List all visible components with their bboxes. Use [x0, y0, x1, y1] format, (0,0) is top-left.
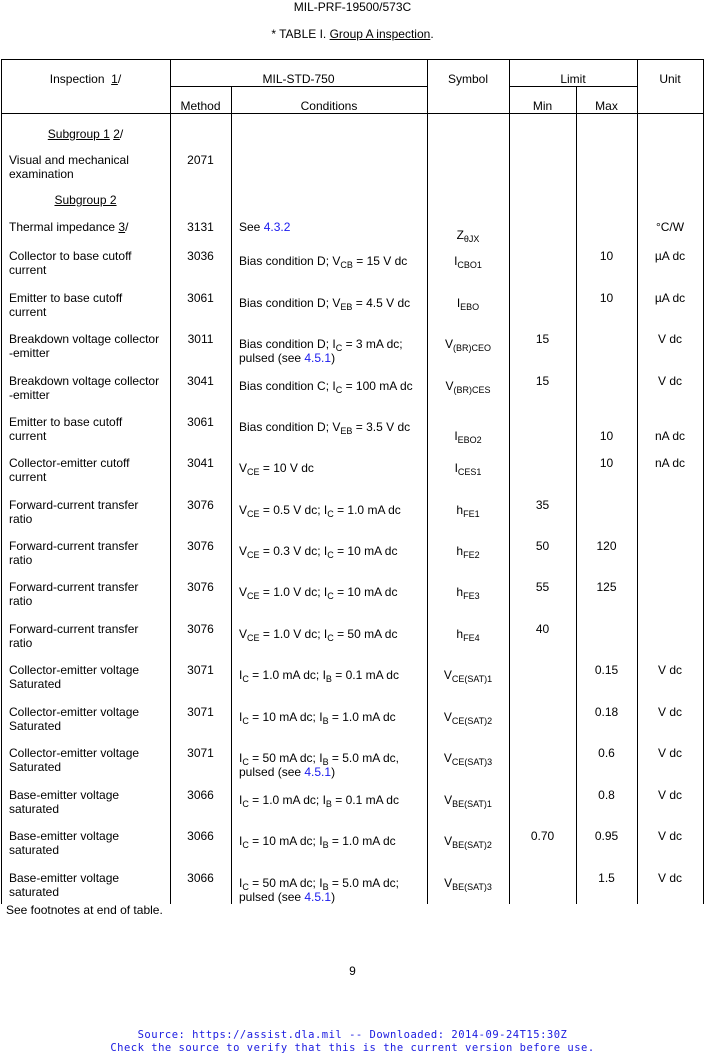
method-cell: 3071 — [187, 705, 214, 719]
symbol-cell: $I_{EBO}$ — [456, 296, 480, 312]
inspection-cell: Base-emitter voltage saturated — [9, 829, 120, 857]
col-divider-symbol — [427, 59, 428, 904]
unit-cell: V dc — [657, 374, 682, 388]
inspection-cell: Breakdown voltage collector -emitter — [9, 374, 160, 402]
max-cell: 0.8 — [598, 788, 615, 802]
method-cell: 3076 — [187, 580, 214, 594]
unit-cell: V dc — [657, 871, 682, 885]
conditions-cell: $V_{CE} = 1.0$ V dc; $I_C = 10$ mA dc — [239, 585, 398, 601]
inspection-cell: Thermal impedance 3/ — [9, 220, 129, 234]
col-divider-min — [509, 59, 510, 904]
conditions-cell: Bias condition D; $V_{CB} = 15$ V dc — [239, 254, 408, 270]
unit-cell: V dc — [657, 705, 682, 719]
header-bottom-border — [1, 113, 704, 114]
min-cell: 55 — [535, 580, 550, 594]
header-limit: Limit — [560, 72, 586, 86]
min-cell: 15 — [535, 332, 550, 346]
symbol-cell: $V_{(BR)CES}$ — [445, 379, 491, 395]
table-right-border — [703, 59, 704, 904]
max-cell: 10 — [599, 429, 614, 443]
conditions-cell: $I_C = 10$ mA dc; $I_B = 1.0$ mA dc — [239, 710, 396, 726]
method-cell: 3076 — [187, 498, 214, 512]
conditions-cell: Bias condition D; $I_C = 3$ mA dc; pulsed (see 4.5.1) — [239, 337, 403, 365]
conditions-cell: Bias condition D; $V_{EB} = 4.5$ V dc — [239, 296, 411, 312]
symbol-cell: $V_{CE(SAT)2}$ — [443, 710, 493, 726]
inspection-cell: Collector-emitter cutoff current — [9, 456, 130, 484]
symbol-cell: $h_{FE3}$ — [456, 585, 480, 601]
conditions-cell: $I_C = 10$ mA dc; $I_B = 1.0$ mA dc — [239, 834, 396, 850]
inspection-cell: Collector-emitter voltage Saturated — [9, 663, 140, 691]
unit-cell: V dc — [657, 788, 682, 802]
method-cell: 3066 — [187, 829, 214, 843]
inspection-cell: Base-emitter voltage saturated — [9, 871, 120, 899]
method-cell: 3061 — [187, 291, 214, 305]
conditions-cell: $V_{CE} = 0.3$ V dc; $I_C = 10$ mA dc — [239, 544, 398, 560]
max-cell: 10 — [599, 291, 614, 305]
subgroup-1-heading: Subgroup 1 2/ — [47, 127, 124, 141]
header-min: Min — [532, 99, 553, 113]
col-divider-max — [576, 86, 577, 904]
symbol-cell: $h_{FE1}$ — [456, 503, 480, 519]
min-cell: 35 — [535, 498, 550, 512]
unit-cell: µA dc — [654, 249, 686, 263]
max-cell: 120 — [596, 539, 617, 553]
max-cell: 0.15 — [594, 663, 619, 677]
inspection-cell: Breakdown voltage collector -emitter — [9, 332, 160, 360]
max-cell: 10 — [599, 456, 614, 470]
unit-cell: V dc — [657, 663, 682, 677]
verify-line: Check the source to verify that this is the current version before use. — [110, 1042, 595, 1054]
inspection-cell: Collector-emitter voltage Saturated — [9, 705, 140, 733]
max-cell: 10 — [599, 249, 614, 263]
section-link[interactable]: 4.5.1 — [304, 765, 332, 779]
method-cell: 3076 — [187, 622, 214, 636]
min-cell: 15 — [535, 374, 550, 388]
inspection-cell: Forward-current transfer ratio — [9, 498, 139, 526]
col-divider-method — [170, 59, 171, 904]
symbol-cell: $V_{BE(SAT)2}$ — [444, 834, 492, 850]
header-symbol: Symbol — [447, 72, 488, 86]
section-link[interactable]: 4.5.1 — [304, 890, 332, 904]
conditions-cell: $V_{CE} = 0.5$ V dc; $I_C = 1.0$ mA dc — [239, 503, 401, 519]
symbol-cell: $h_{FE2}$ — [456, 544, 480, 560]
table-left-border — [1, 59, 2, 904]
method-cell: 2071 — [187, 153, 214, 167]
document-id: MIL-PRF-19500/573C — [293, 0, 412, 14]
col-divider-unit — [637, 59, 638, 904]
inspection-cell: Collector-emitter voltage Saturated — [9, 746, 140, 774]
table-title: * TABLE I. Group A inspection. — [271, 27, 434, 41]
header-mil-std: MIL-STD-750 — [262, 72, 335, 86]
method-cell: 3076 — [187, 539, 214, 553]
unit-cell: µA dc — [654, 291, 686, 305]
conditions-cell: $I_C = 50$ mA dc; $I_B = 5.0$ mA dc, pulsed (see 4.5.1) — [239, 751, 399, 779]
section-link[interactable]: 4.5.1 — [304, 351, 332, 365]
footnote: See footnotes at end of table. — [6, 903, 163, 917]
conditions-cell: $I_C = 1.0$ mA dc; $I_B = 0.1$ mA dc — [239, 793, 399, 809]
source-line: Source: https://assist.dla.mil -- Downloaded: 2014-09-24T15:30Z — [137, 1029, 568, 1041]
inspection-cell: Collector to base cutoff current — [9, 249, 132, 277]
unit-cell: V dc — [657, 332, 682, 346]
inspection-cell: Base-emitter voltage saturated — [9, 788, 120, 816]
subgroup-2-heading: Subgroup 2 — [54, 193, 117, 207]
max-cell: 0.95 — [594, 829, 619, 843]
symbol-cell: $V_{BE(SAT)1}$ — [444, 793, 492, 809]
conditions-cell: $I_C = 50$ mA dc; $I_B = 5.0$ mA dc; pulsed (see 4.5.1) — [239, 876, 399, 904]
symbol-cell: $Z_{\theta JX}$ — [456, 228, 480, 244]
symbol-cell: $I_{CBO1}$ — [454, 254, 482, 270]
method-cell: 3011 — [187, 332, 214, 346]
max-cell: 0.18 — [594, 705, 619, 719]
inspection-cell: Emitter to base cutoff current — [9, 291, 123, 319]
conditions-cell: $V_{CE} = 1.0$ V dc; $I_C = 50$ mA dc — [239, 627, 398, 643]
min-cell: 40 — [535, 622, 550, 636]
conditions-cell: Bias condition D; $V_{EB} = 3.5$ V dc — [239, 420, 411, 436]
inspection-cell: Visual and mechanical examination — [9, 153, 129, 181]
conditions-cell: $I_C = 1.0$ mA dc; $I_B = 0.1$ mA dc — [239, 668, 399, 684]
symbol-cell: $I_{CES1}$ — [454, 461, 482, 477]
symbol-cell: $V_{CE(SAT)1}$ — [443, 668, 493, 684]
symbol-cell: $V_{BE(SAT)3}$ — [444, 876, 492, 892]
limit-header-divider — [509, 86, 637, 87]
header-conditions: Conditions — [300, 99, 358, 113]
max-cell: 125 — [596, 580, 617, 594]
header-inspection: Inspection 1/ — [49, 72, 122, 86]
max-cell: 0.6 — [598, 746, 615, 760]
inspection-cell: Emitter to base cutoff current — [9, 415, 123, 443]
symbol-cell: $I_{EBO2}$ — [454, 429, 482, 445]
unit-cell: V dc — [657, 829, 682, 843]
method-cell: 3066 — [187, 788, 214, 802]
unit-cell: nA dc — [654, 456, 686, 470]
method-cell: 3041 — [187, 374, 214, 388]
std-header-divider — [170, 86, 427, 87]
symbol-cell: $h_{FE4}$ — [456, 627, 480, 643]
section-link[interactable]: 4.3.2 — [263, 220, 291, 234]
header-method: Method — [180, 99, 221, 113]
max-cell: 1.5 — [598, 871, 615, 885]
method-cell: 3131 — [187, 220, 214, 234]
method-cell: 3071 — [187, 746, 214, 760]
unit-cell: °C/W — [655, 220, 685, 234]
method-cell: 3041 — [187, 456, 214, 470]
unit-cell: nA dc — [654, 429, 686, 443]
conditions-cell: $V_{CE} = 10$ V dc — [239, 461, 314, 477]
symbol-cell: $V_{(BR)CEO}$ — [444, 337, 491, 353]
page-number: 9 — [349, 964, 356, 978]
table-top-border — [1, 59, 704, 60]
unit-cell: V dc — [657, 746, 682, 760]
method-cell: 3071 — [187, 663, 214, 677]
inspection-cell: Forward-current transfer ratio — [9, 580, 139, 608]
table-name: Group A inspection — [329, 27, 431, 41]
min-cell: 0.70 — [530, 829, 555, 843]
method-cell: 3061 — [187, 415, 214, 429]
inspection-cell: Forward-current transfer ratio — [9, 622, 139, 650]
method-cell: 3036 — [187, 249, 214, 263]
inspection-cell: Forward-current transfer ratio — [9, 539, 139, 567]
method-cell: 3066 — [187, 871, 214, 885]
header-max: Max — [595, 99, 618, 113]
conditions-cell: Bias condition C; $I_C = 100$ mA dc — [239, 379, 413, 395]
conditions-cell: See 4.3.2 — [239, 220, 291, 234]
col-divider-conditions — [231, 86, 232, 904]
min-cell: 50 — [535, 539, 550, 553]
symbol-cell: $V_{CE(SAT)3}$ — [443, 751, 493, 767]
header-unit: Unit — [659, 72, 681, 86]
